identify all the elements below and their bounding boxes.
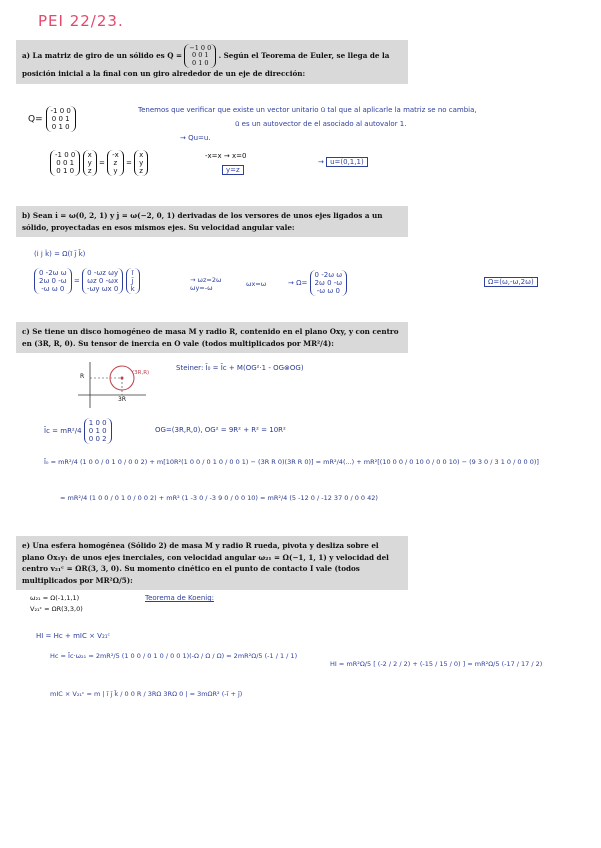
disc-figure (68, 360, 148, 410)
answer-e-h2: Hc = Īc·ω₂₁ = 2mR²/5 (1 0 0 / 0 1 0 / 0 0 1)(-Ω / Ω / Ω) = 2mR²Ω/5 (-1 / 1 / 1) (50, 652, 298, 660)
ic-expression: Īc = mR²/4 1 0 0 0 1 0 0 0 2 (44, 418, 112, 444)
answer-a-note1: Tenemos que verificar que existe un vector unitario ū tal que al aplicarle la matriz se no cambia, (138, 106, 477, 114)
answer-a-cond2: y=z (222, 166, 244, 174)
answer-b-omega: → Ω= 0 -2ω ω 2ω 0 -ω -ω ω 0 (288, 270, 347, 296)
question-e-text: e) Una esfera homogénea (Sólido 2) de masa M y radio R rueda, pivota y desliza sobre el plano Ox₁y₁ de unos ejes inerciales, con velocidad angular ω₂₁ = Ω(−1, 1, 1) y velocidad del centro v₂₁ᶜ = ΩR(3, 3, 0). Su momento cinético en el punto de contacto I vale (todos multiplicados por MR²Ω/5): (22, 541, 389, 585)
answer-e-theorem: Teorema de Koenig: (145, 594, 215, 602)
disc-center (121, 377, 124, 380)
io-final-line: = mR²/4 (1 0 0 / 0 1 0 / 0 0 2) + mR² (1 -3 0 / -3 9 0 / 0 0 10) = mR²/4 (5 -12 0 / -12 37 0 / 0 0 42) (60, 494, 378, 502)
question-a-text-after: . Según el Teorema de Euler, se llega de la posición inicial a la final con un giro alrededor de un eje de dirección: (22, 51, 390, 79)
answer-a-result: → u=(0,1,1) (318, 158, 368, 166)
answer-b-eq-x: ωx=ω (246, 280, 267, 288)
steiner-line: Steiner: Ī₀ = Īc + M(OG²·1 - OG⊗OG) (176, 364, 304, 372)
question-a (16, 40, 408, 84)
fig-label-3r: 3R (118, 396, 126, 403)
question-e (16, 536, 408, 590)
fig-label-center: (3R,R) (132, 370, 150, 376)
answer-e-h3: mIC × V₂₁ᶜ = m | ī j̄ k̄ / 0 0 R / 3RΩ 3RΩ 0 | = 3mΩR² (-ī + j̄) (50, 690, 243, 698)
answer-e-result: HI = mR²Ω/5 [ (-2 / 2 / 2) + (-15 / 15 / 0) ] = mR²Ω/5 (-17 / 17 / 2) (330, 660, 543, 668)
answer-e-given1: ω₂₁ = Ω(-1,1,1) (30, 594, 80, 602)
answer-b-matrices: 0 -2ω ω 2ω 0 -ω -ω ω 0 = 0 -ωz ωy ωz 0 -ωx -ωy ωx 0 ī j̄ k̄ (34, 268, 140, 294)
answer-a-eq: → Qu=u. (180, 134, 211, 142)
answer-a-cond1: -x=x → x=0 (205, 152, 247, 160)
answer-e-h1: HI = Hc + mIC × V₂₁ᶜ (36, 632, 111, 640)
answer-a-note2: ū es un autovector de el asociado al autovalor 1. (235, 120, 407, 128)
question-a-text: a) La matriz de giro de un sólido es Q = (22, 51, 182, 61)
answer-b-result: Ω=(ω,-ω,2ω) (484, 278, 538, 286)
question-b (16, 206, 408, 237)
answer-e-given2: V₂₁ᶜ = ΩR(3,3,0) (30, 605, 83, 613)
og-line: OG=(3R,R,0), OG² = 9R² + R² = 10R² (155, 426, 286, 434)
page-title: PEI 22/23. (38, 12, 124, 30)
question-c-text: c) Se tiene un disco homogéneo de masa M y radio R, contenido en el plano Oxy, y con centro en (3R, R, 0). Su tensor de inercia en O vale (todos multiplicados por MR²/4): (22, 327, 399, 348)
question-a-matrix: −1 0 0 0 0 1 0 1 0 (184, 44, 216, 68)
answer-b-line1: (i̇ j̇ k̇) = Ω(ī j̄ k̄) (34, 250, 86, 258)
fig-label-r: R (80, 373, 85, 380)
answer-a-multiplication: -1 0 0 0 0 1 0 1 0 x y z = -x z y = x y z (50, 150, 148, 176)
answer-b-eqs: → ωz=2ω ωy=-ω (190, 276, 222, 292)
answer-a-q: Q= -1 0 0 0 0 1 0 1 0 (28, 106, 76, 132)
question-b-text: b) Sean i̇ = ω(0, 2, 1) y j̇ = ω(−2, 0, 1) derivadas de los versores de unos ejes ligados a un sólido, proyectadas en esos mismos ejes. Su velocidad angular vale: (22, 211, 383, 232)
question-c (16, 322, 408, 353)
io-line: Ī₀ = mR²/4 (1 0 0 / 0 1 0 / 0 0 2) + m[10R²(1 0 0 / 0 1 0 / 0 0 1) − (3R R 0)(3R R 0)] = mR²/4(...) + mR²[(10 0 0 / 0 10 0 / 0 0 10) − (9 3 0 / 3 1 0 / 0 0 0)] (44, 458, 539, 466)
